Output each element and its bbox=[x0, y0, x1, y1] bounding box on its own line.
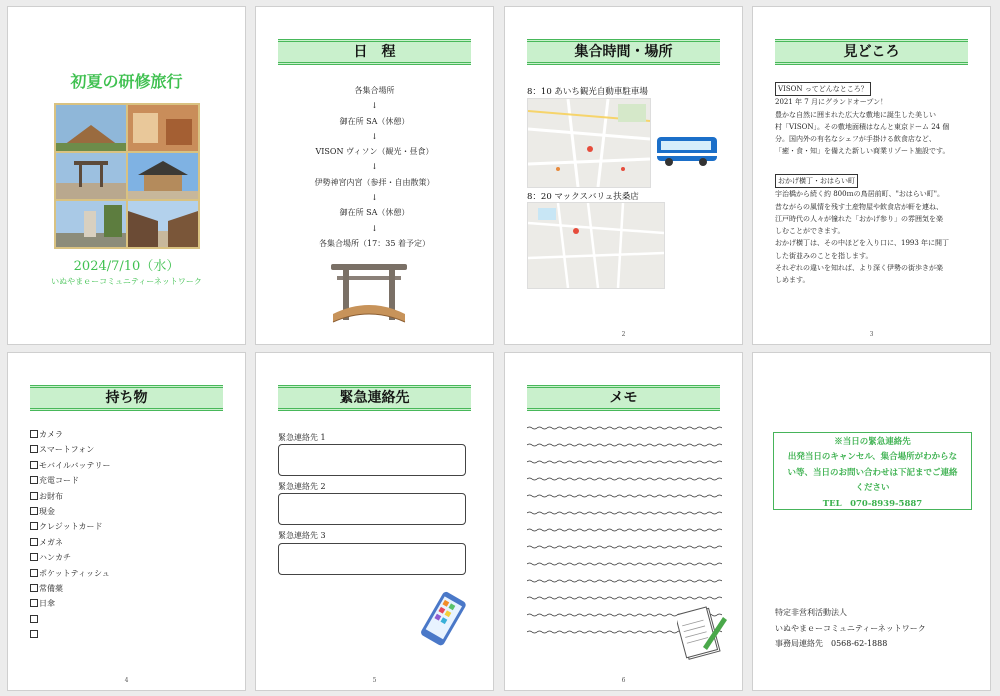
cover-date: 2024/7/10（水） bbox=[73, 259, 180, 274]
photo-torii bbox=[56, 153, 126, 199]
schedule-step: 御在所 SA（休憩） bbox=[339, 208, 410, 218]
notice-line: い等、当日のお問い合わせは下記までご連絡 bbox=[787, 467, 958, 478]
checkbox[interactable] bbox=[30, 492, 38, 500]
meeting-place-2: 8：20 マックスバリュ扶桑店 bbox=[527, 192, 639, 202]
page-memo[interactable] bbox=[504, 352, 743, 691]
text-line: 豊かな自然に囲まれた広大な敷地に誕生した美しい bbox=[775, 110, 936, 119]
text-line: した街並みのことを指します。 bbox=[775, 251, 873, 260]
checklist-item[interactable]: メガネ bbox=[30, 535, 110, 550]
emergency-field-3[interactable] bbox=[278, 543, 466, 575]
photo-collage bbox=[54, 103, 200, 249]
checklist-item[interactable]: お財布 bbox=[30, 489, 110, 504]
text-line: 江戸時代の人々が憧れた「おかげ参り」の雰囲気を楽 bbox=[775, 214, 943, 223]
text-line: 「癒・食・知」を備えた新しい商業リゾート施設です。 bbox=[775, 147, 950, 156]
photo-vison bbox=[56, 105, 126, 151]
text-line: それぞれの違いを知れば、より深く伊勢の街歩きが楽 bbox=[775, 264, 943, 273]
page-number: 6 bbox=[621, 677, 626, 684]
checklist-item[interactable]: カメラ bbox=[30, 427, 110, 442]
schedule-step: 各集合場所（17：35 着予定） bbox=[319, 238, 430, 248]
checklist-item[interactable]: クレジットカード bbox=[30, 519, 110, 534]
cover-organization: いぬやまｅーコミュニティーネットワーク bbox=[51, 277, 202, 286]
emergency-field-1[interactable] bbox=[278, 444, 466, 476]
checkbox[interactable] bbox=[30, 430, 38, 438]
checklist-item[interactable]: 常備薬 bbox=[30, 581, 110, 596]
cover-title: 初夏の研修旅行 bbox=[70, 72, 183, 91]
page-emergency[interactable] bbox=[255, 352, 494, 691]
meeting-place-1: 8：10 あいち観光自動車駐車場 bbox=[527, 87, 648, 97]
notice-phone: TEL 070-8939-5887 bbox=[822, 498, 923, 509]
schedule-step: 伊勢神宮内宮（参拝・自由散策） bbox=[314, 177, 435, 187]
checklist-item[interactable]: 現金 bbox=[30, 504, 110, 519]
checklist-item[interactable] bbox=[30, 612, 110, 627]
vison-title: VISON ってどんなところ？ bbox=[775, 82, 871, 96]
notice-line: ※当日の緊急連絡先 bbox=[834, 437, 911, 447]
bus-icon bbox=[655, 135, 719, 169]
checkbox[interactable] bbox=[30, 507, 38, 515]
photo-market bbox=[128, 105, 198, 151]
arrow-down-icon: ↓ bbox=[371, 101, 378, 111]
map-1[interactable] bbox=[527, 98, 651, 188]
org-line: 事務局連絡先 0568-62-1888 bbox=[775, 639, 888, 648]
arrow-down-icon: ↓ bbox=[371, 223, 378, 233]
photo-lantern bbox=[56, 201, 126, 247]
memo-heading: メモ bbox=[527, 385, 720, 411]
text-line: しむことができます。 bbox=[775, 227, 845, 236]
text-line: 村「VISON」。その敷地面積はなんと東京ドーム 24 個 bbox=[775, 122, 950, 131]
photo-shrine bbox=[128, 153, 198, 199]
emergency-heading: 緊急連絡先 bbox=[278, 385, 471, 411]
emergency-field-2[interactable] bbox=[278, 493, 466, 525]
checkbox[interactable] bbox=[30, 599, 38, 607]
text-line: 2021 年 7 月にグランドオープン！ bbox=[775, 98, 888, 107]
text-line: おかげ横丁は、その中ほどを入り口に、1993 年に開丁 bbox=[775, 239, 950, 248]
okage-title: おかげ横丁・おはらい町 bbox=[775, 174, 858, 188]
schedule-step: 御在所 SA（休憩） bbox=[339, 116, 410, 126]
checkbox[interactable] bbox=[30, 630, 38, 638]
arrow-down-icon: ↓ bbox=[371, 193, 378, 203]
checkbox[interactable] bbox=[30, 569, 38, 577]
text-line: 分。国内外の有名なシェフが手掛ける飲食店など、 bbox=[775, 135, 936, 144]
notice-line: 出発当日のキャンセル、集合場所がわからな bbox=[787, 452, 958, 463]
smartphone-icon bbox=[416, 589, 468, 649]
checklist-item[interactable] bbox=[30, 627, 110, 642]
notepad-pen-icon bbox=[677, 603, 727, 665]
checkbox[interactable] bbox=[30, 538, 38, 546]
checklist-item[interactable]: スマートフォン bbox=[30, 442, 110, 457]
meeting-heading: 集合時間・場所 bbox=[527, 39, 720, 65]
emergency-notice bbox=[773, 432, 972, 510]
schedule-step: VISON ヴィソン（観光・昼食） bbox=[315, 147, 434, 157]
highlights-heading: 見どころ bbox=[775, 39, 968, 65]
page-number: 4 bbox=[124, 677, 129, 684]
photo-street bbox=[128, 201, 198, 247]
arrow-down-icon: ↓ bbox=[371, 131, 378, 141]
page-number: 2 bbox=[621, 331, 626, 338]
checkbox[interactable] bbox=[30, 445, 38, 453]
page-back[interactable] bbox=[752, 352, 991, 691]
checkbox[interactable] bbox=[30, 584, 38, 592]
checklist-item[interactable]: モバイルバッテリー bbox=[30, 458, 110, 473]
checklist-item[interactable]: 充電コード bbox=[30, 473, 110, 488]
emergency-label-2: 緊急連絡先 2 bbox=[278, 482, 326, 491]
text-line: 昔ながらの風情を残す土産物屋や飲食店が軒を連ね、 bbox=[775, 202, 943, 211]
torii-bridge-icon bbox=[329, 262, 409, 328]
text-line: しめます。 bbox=[775, 276, 810, 285]
schedule-list bbox=[256, 83, 493, 251]
checklist-item[interactable]: ハンカチ bbox=[30, 550, 110, 565]
checkbox[interactable] bbox=[30, 461, 38, 469]
text-line: 宇治橋から続く約 800ｍの鳥居前町、"おはらい町"。 bbox=[775, 190, 945, 199]
page-cover[interactable] bbox=[7, 6, 246, 345]
page-number: 3 bbox=[869, 331, 874, 338]
schedule-heading: 日 程 bbox=[278, 39, 471, 65]
map-2[interactable] bbox=[527, 202, 665, 289]
checklist-item[interactable]: ポケットティッシュ bbox=[30, 566, 110, 581]
page-highlights[interactable] bbox=[752, 6, 991, 345]
schedule-step: 各集合場所 bbox=[354, 86, 395, 95]
checkbox[interactable] bbox=[30, 553, 38, 561]
page-belongings[interactable] bbox=[7, 352, 246, 691]
okage-section bbox=[775, 174, 973, 287]
org-line: 特定非営利活動法人 bbox=[775, 608, 847, 617]
organization-info bbox=[775, 605, 926, 652]
page-schedule[interactable] bbox=[255, 6, 494, 345]
vison-section bbox=[775, 82, 973, 158]
checklist-item[interactable]: 日傘 bbox=[30, 596, 110, 611]
checklist bbox=[30, 427, 110, 643]
emergency-label-1: 緊急連絡先 1 bbox=[278, 433, 326, 442]
emergency-label-3: 緊急連絡先 3 bbox=[278, 531, 326, 540]
arrow-down-icon: ↓ bbox=[371, 162, 378, 172]
org-line: いぬやまｅーコミュニティーネットワーク bbox=[775, 623, 926, 633]
checkbox[interactable] bbox=[30, 476, 38, 484]
checkbox[interactable] bbox=[30, 522, 38, 530]
notice-line: ください bbox=[855, 483, 890, 494]
checkbox[interactable] bbox=[30, 615, 38, 623]
page-meeting[interactable] bbox=[504, 6, 743, 345]
belongings-heading: 持ち物 bbox=[30, 385, 223, 411]
page-number: 5 bbox=[372, 677, 377, 684]
